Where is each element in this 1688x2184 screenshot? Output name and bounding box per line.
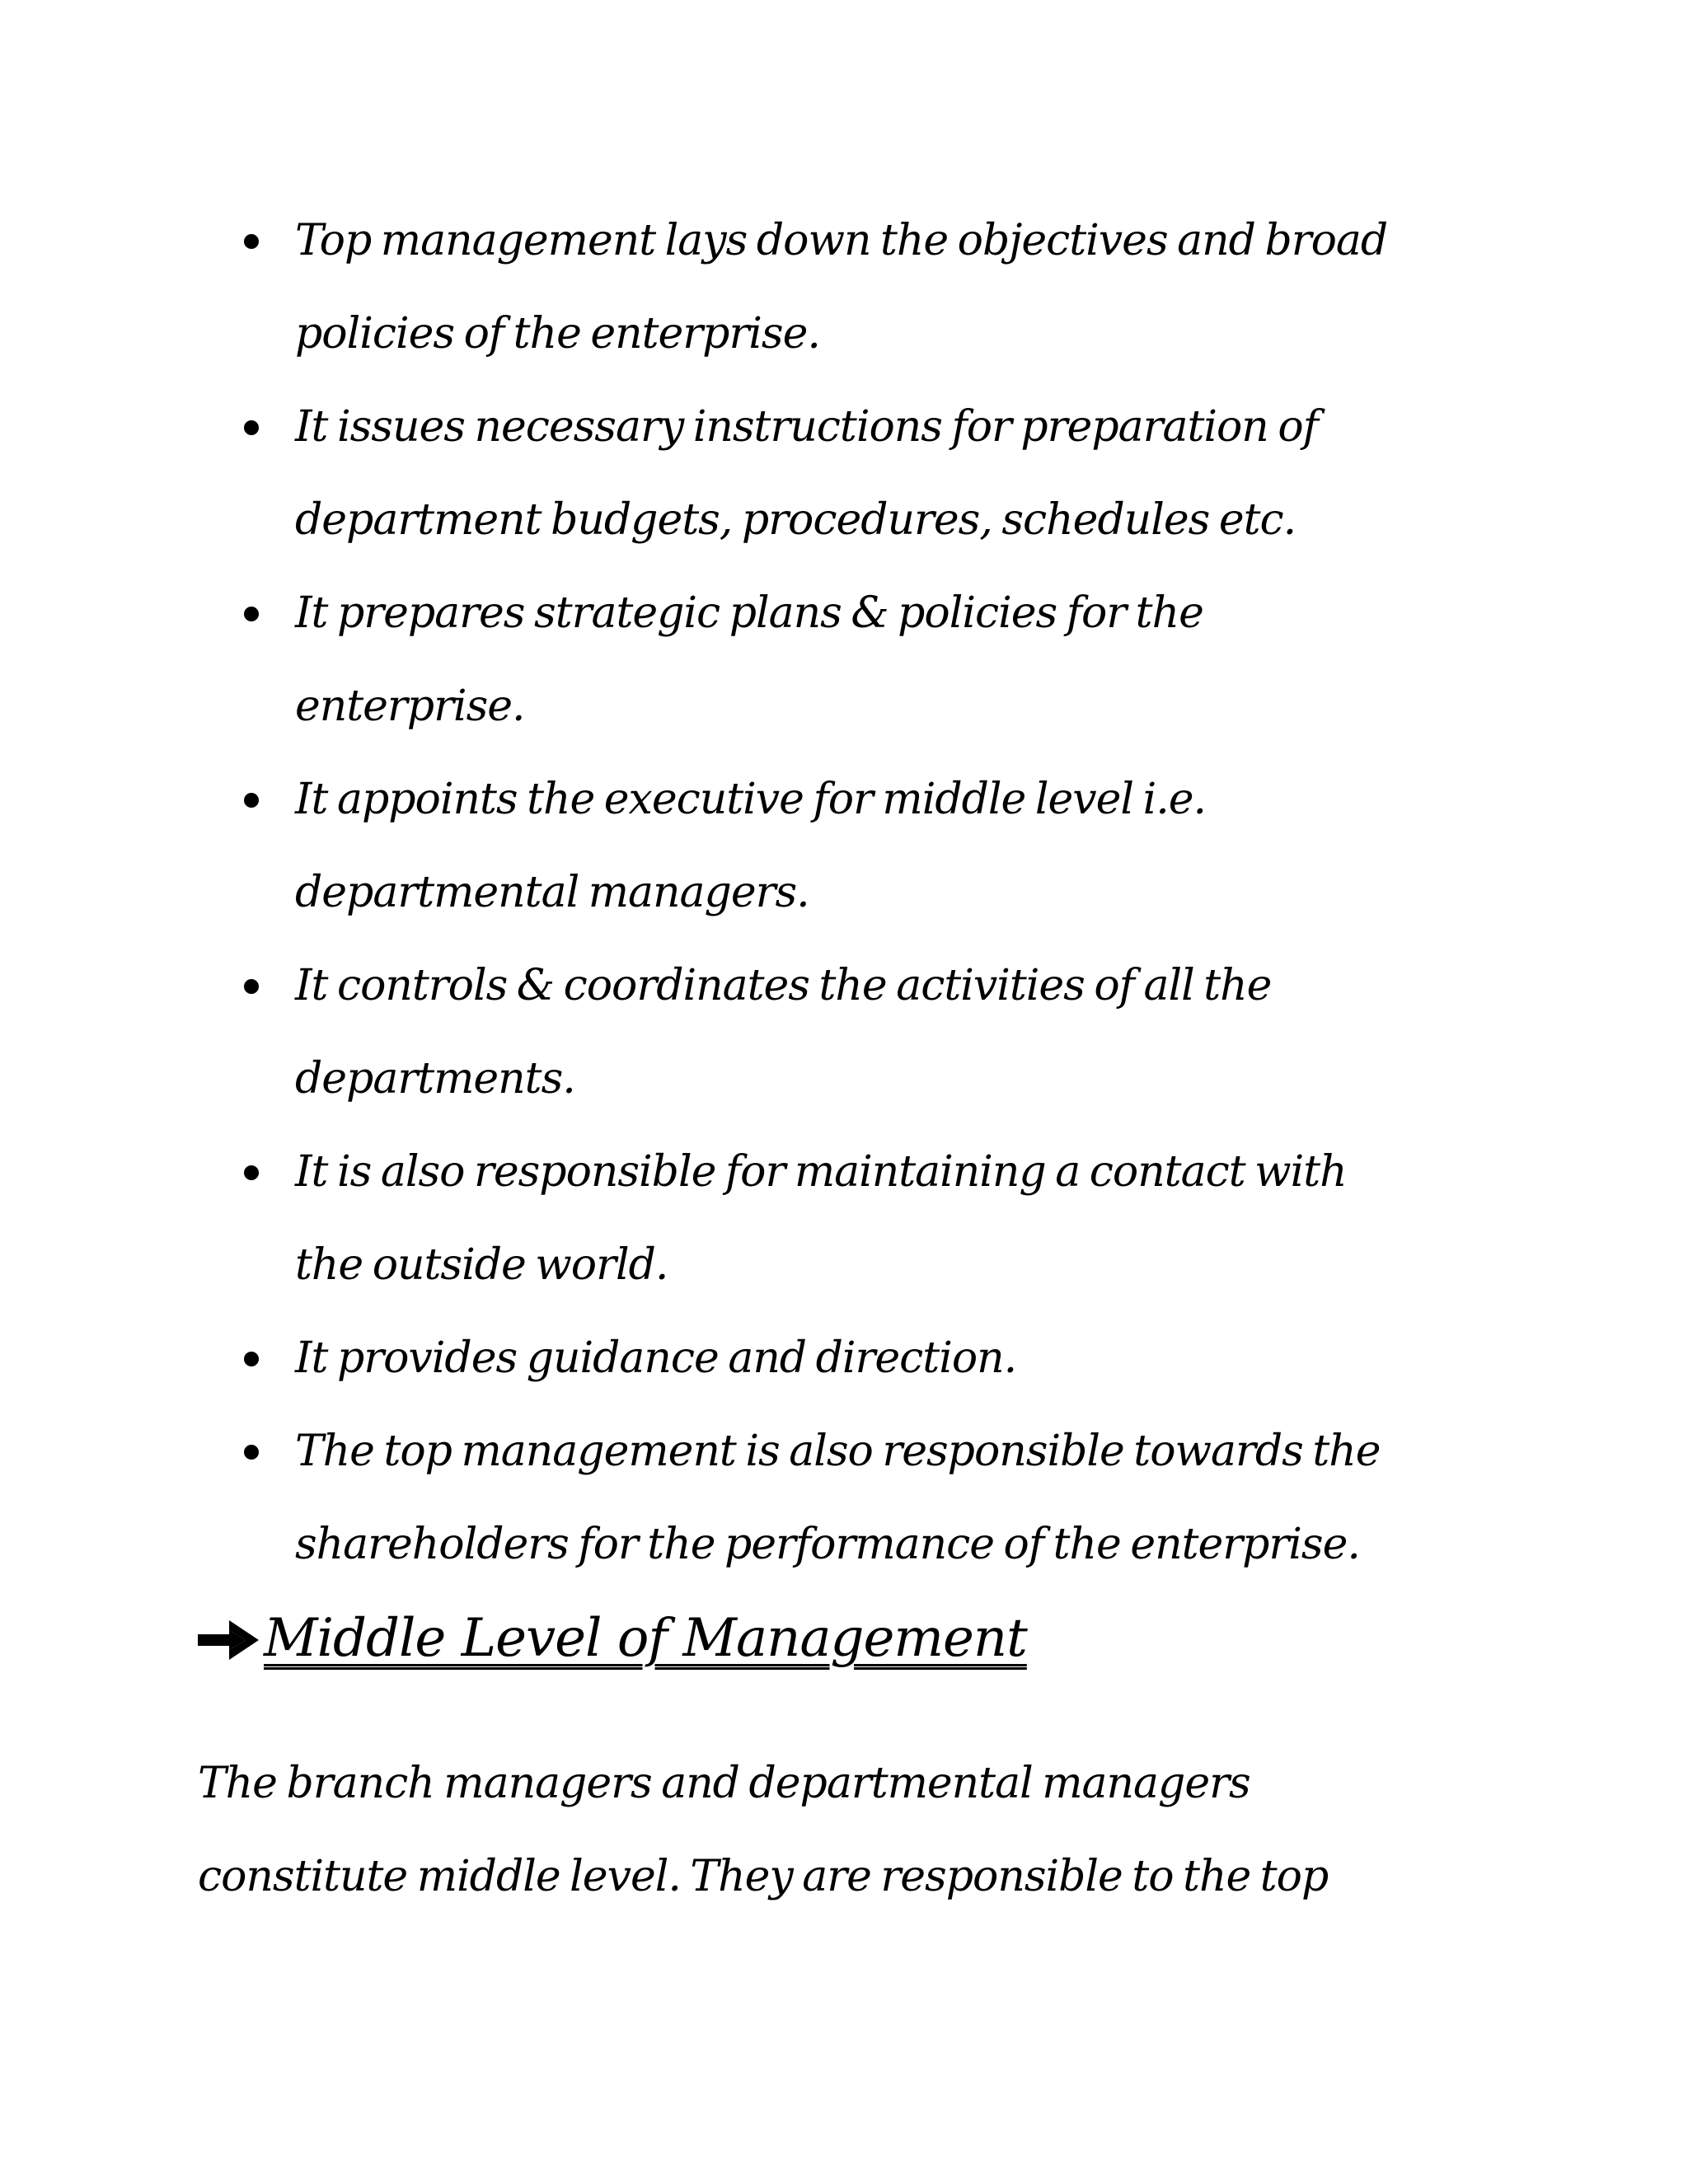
paragraph-line: constitute middle level. They are responsible to the top — [198, 1852, 1329, 1901]
bullet-icon — [244, 1165, 259, 1180]
list-item-line: departmental managers. — [295, 868, 809, 917]
bullet-icon — [244, 793, 259, 808]
list-item-line: policies of the enterprise. — [295, 309, 820, 359]
list-item-line: departments. — [295, 1054, 575, 1104]
list-item — [198, 1312, 1517, 1405]
list-item-line: It appoints the executive for middle level i.e. — [295, 775, 1207, 824]
list-item-line: department budgets, procedures, schedules etc. — [295, 495, 1296, 545]
list-item — [198, 194, 1517, 381]
arrow-right-icon — [198, 1620, 259, 1660]
list-item-line: enterprise. — [295, 682, 525, 731]
list-item-line: The top management is also responsible towards the — [295, 1427, 1381, 1476]
list-item-line: It provides guidance and direction. — [295, 1333, 1017, 1383]
list-item-line: It prepares strategic plans & policies for the — [295, 588, 1203, 638]
list-item — [198, 1405, 1517, 1591]
bullet-icon — [244, 1445, 259, 1460]
list-item — [198, 381, 1517, 567]
bullet-icon — [244, 420, 259, 435]
list-item-line: It issues necessary instructions for preparation of — [295, 402, 1318, 452]
list-item-line: the outside world. — [295, 1240, 668, 1290]
list-item-line: It controls & coordinates the activities of all the — [295, 961, 1272, 1010]
list-item — [198, 940, 1517, 1126]
bullet-icon — [244, 1352, 259, 1366]
middle-level-paragraph — [198, 1737, 1550, 1924]
paragraph-line: The branch managers and departmental managers — [198, 1759, 1250, 1808]
bullet-icon — [244, 979, 259, 994]
list-item — [198, 1126, 1517, 1312]
section-heading-text: Middle Level of Management — [264, 1608, 1027, 1669]
list-item-line: Top management lays down the objectives and broad — [295, 216, 1388, 265]
bullet-icon — [244, 234, 259, 249]
bullet-icon — [244, 607, 259, 621]
top-management-duties-list — [198, 194, 1517, 1591]
list-item-line: It is also responsible for maintaining a contact with — [295, 1147, 1347, 1197]
list-item — [198, 567, 1517, 753]
list-item-line: shareholders for the performance of the enterprise. — [295, 1520, 1360, 1569]
section-heading — [198, 1604, 1027, 1673]
list-item — [198, 753, 1517, 940]
